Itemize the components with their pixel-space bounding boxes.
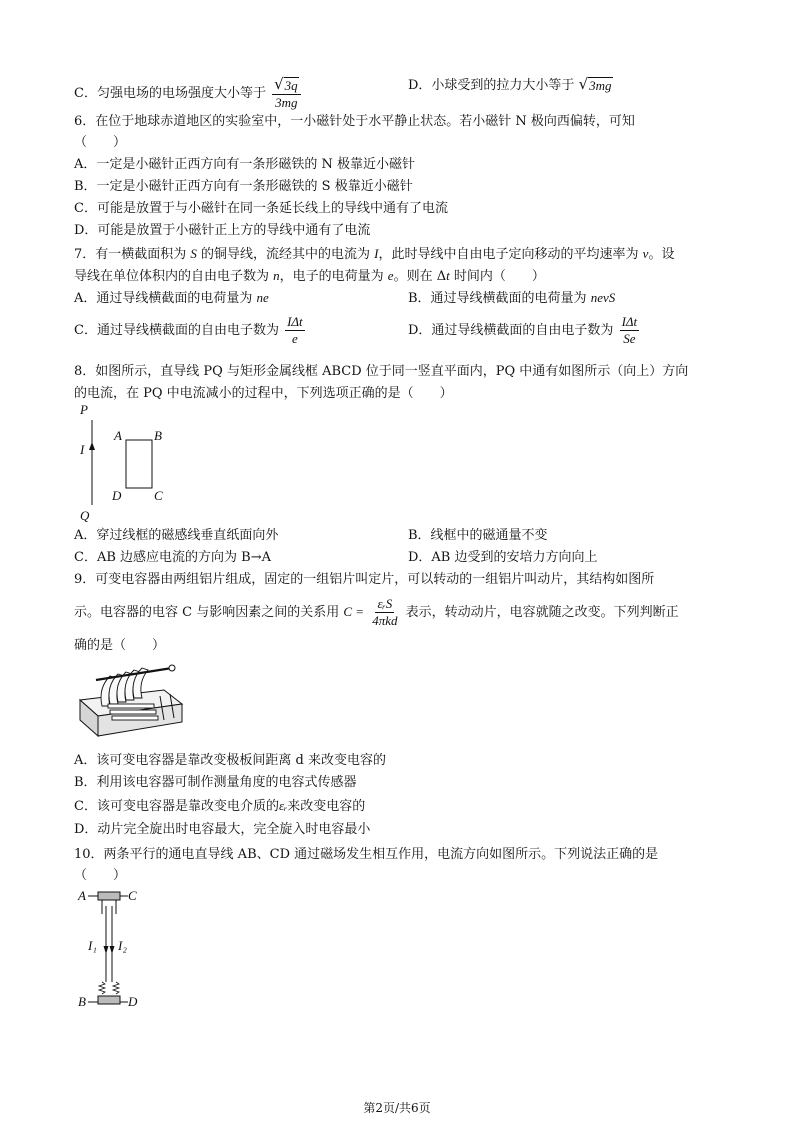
label-i1: I₁	[88, 938, 97, 953]
q10-stem: 10．两条平行的通电直导线 AB、CD 通过磁场发生相互作用，电流方向如图所示。下列说法正确的是	[74, 847, 659, 862]
q5-option-c: C．匀强电场的电场强度大小等于 √ 3q 3mg	[74, 76, 303, 111]
q9-option-c: C．该可变电容器是靠改变电介质的εᵣ来改变电容的	[74, 798, 366, 814]
q7-option-b: B．通过导线横截面的电荷量为 nevS	[408, 290, 616, 306]
label-b: B	[154, 428, 162, 443]
spring-icon	[99, 982, 105, 994]
q7-option-d: D．通过导线横截面的自由电子数为 $\frac{\text{IΔt}}{Se}$	[408, 314, 638, 346]
label-c: C	[154, 488, 163, 503]
q5-option-d: D．小球受到的拉力大小等于 √ 3mg	[408, 75, 612, 93]
q6-blank: （ ）	[74, 135, 127, 150]
current-arrow-down-icon	[104, 946, 109, 954]
q9-option-d: D．动片完全旋出时电容最大，完全旋入时电容最小	[74, 822, 371, 837]
top-support	[98, 892, 120, 900]
q10-figure	[74, 884, 154, 1012]
q8-stem-line2: 的电流，在 PQ 中电流减小的过程中，下列选项正确的是（ ）	[74, 386, 453, 401]
q7-stem-line1: 7．有一横截面积为 S 的铜导线，流经其中的电流为 I，此时导线中自由电子定向移动的平均速率为 v。设	[74, 246, 675, 262]
label-i: I	[80, 442, 85, 457]
q6-option-c: C．可能是放置于与小磁针在同一条延长线上的导线中通有了电流	[74, 201, 448, 216]
q8-option-b: B．线框中的磁通量不变	[408, 528, 548, 543]
label-a: A	[78, 888, 86, 903]
q8-figure	[74, 400, 184, 525]
label-d: D	[112, 488, 122, 503]
page-number: 第2页/共6页	[363, 1101, 431, 1115]
variable-capacitor-figure	[74, 660, 186, 742]
q7-option-a: A．通过导线横截面的电荷量为 ne	[74, 290, 269, 306]
label-d: D	[128, 994, 138, 1009]
q8-option-c: C．AB 边感应电流的方向为 B→A	[74, 550, 271, 565]
q7-option-c: C．通过导线横截面的自由电子数为 $\frac{\text{IΔt}}{e}$	[74, 314, 303, 346]
q6-option-a: A．一定是小磁针正西方向有一条形磁铁的 N 极靠近小磁针	[74, 157, 416, 172]
spring-icon	[113, 982, 119, 994]
q5-optc-fraction: √ 3q 3mg	[272, 76, 301, 111]
q9-option-a: A．该可变电容器是靠改变极板间距离 d 来改变电容的	[74, 753, 386, 768]
label-b: B	[78, 994, 86, 1009]
bottom-support	[98, 996, 120, 1004]
q9-stem-line1: 9．可变电容器由两组铝片组成，固定的一组铝片叫定片，可以转动的一组铝片叫动片，其结构如图所	[74, 572, 655, 587]
label-a: A	[114, 428, 122, 443]
label-i2: I₂	[118, 938, 127, 953]
q8-option-d: D．AB 边受到的安培力方向向上	[408, 550, 598, 565]
current-arrow-down-icon	[110, 946, 115, 954]
frame-abcd	[126, 440, 152, 488]
q6-option-d: D．可能是放置于小磁针正上方的导线中通有了电流	[74, 223, 371, 238]
q9-stem-line3: 确的是（ ）	[74, 638, 166, 653]
label-c: C	[128, 888, 137, 903]
label-p: P	[80, 402, 88, 417]
q10-blank: （ ）	[74, 868, 127, 883]
q9-option-b: B．利用该电容器可制作测量角度的电容式传感器	[74, 775, 357, 790]
current-arrow-up-icon	[89, 442, 95, 450]
q9-stem-line2: 示。电容器的电容 C 与影响因素之间的关系用 C = $\frac{\text{εᵣS}}{\text{4πkd}}$ 表示，转动动片，电容就随之改变。下列判断正	[74, 596, 679, 628]
q7-stem-line2: 导线在单位体积内的自由电子数为 n，电子的电荷量为 e。则在 Δt 时间内（ ）	[74, 268, 545, 284]
q6-stem: 6．在位于地球赤道地区的实验室中，一小磁针处于水平静止状态。若小磁针 N 极向西偏转，可知	[74, 114, 635, 129]
q8-stem-line1: 8．如图所示，直导线 PQ 与矩形金属线框 ABCD 位于同一竖直平面内，PQ 中通有如图所示（向上）方向	[74, 364, 689, 379]
q6-option-b: B．一定是小磁针正西方向有一条形磁铁的 S 极靠近小磁针	[74, 179, 413, 194]
q8-option-a: A．穿过线框的磁感线垂直纸面向外	[74, 528, 279, 543]
label-q: Q	[80, 508, 90, 523]
